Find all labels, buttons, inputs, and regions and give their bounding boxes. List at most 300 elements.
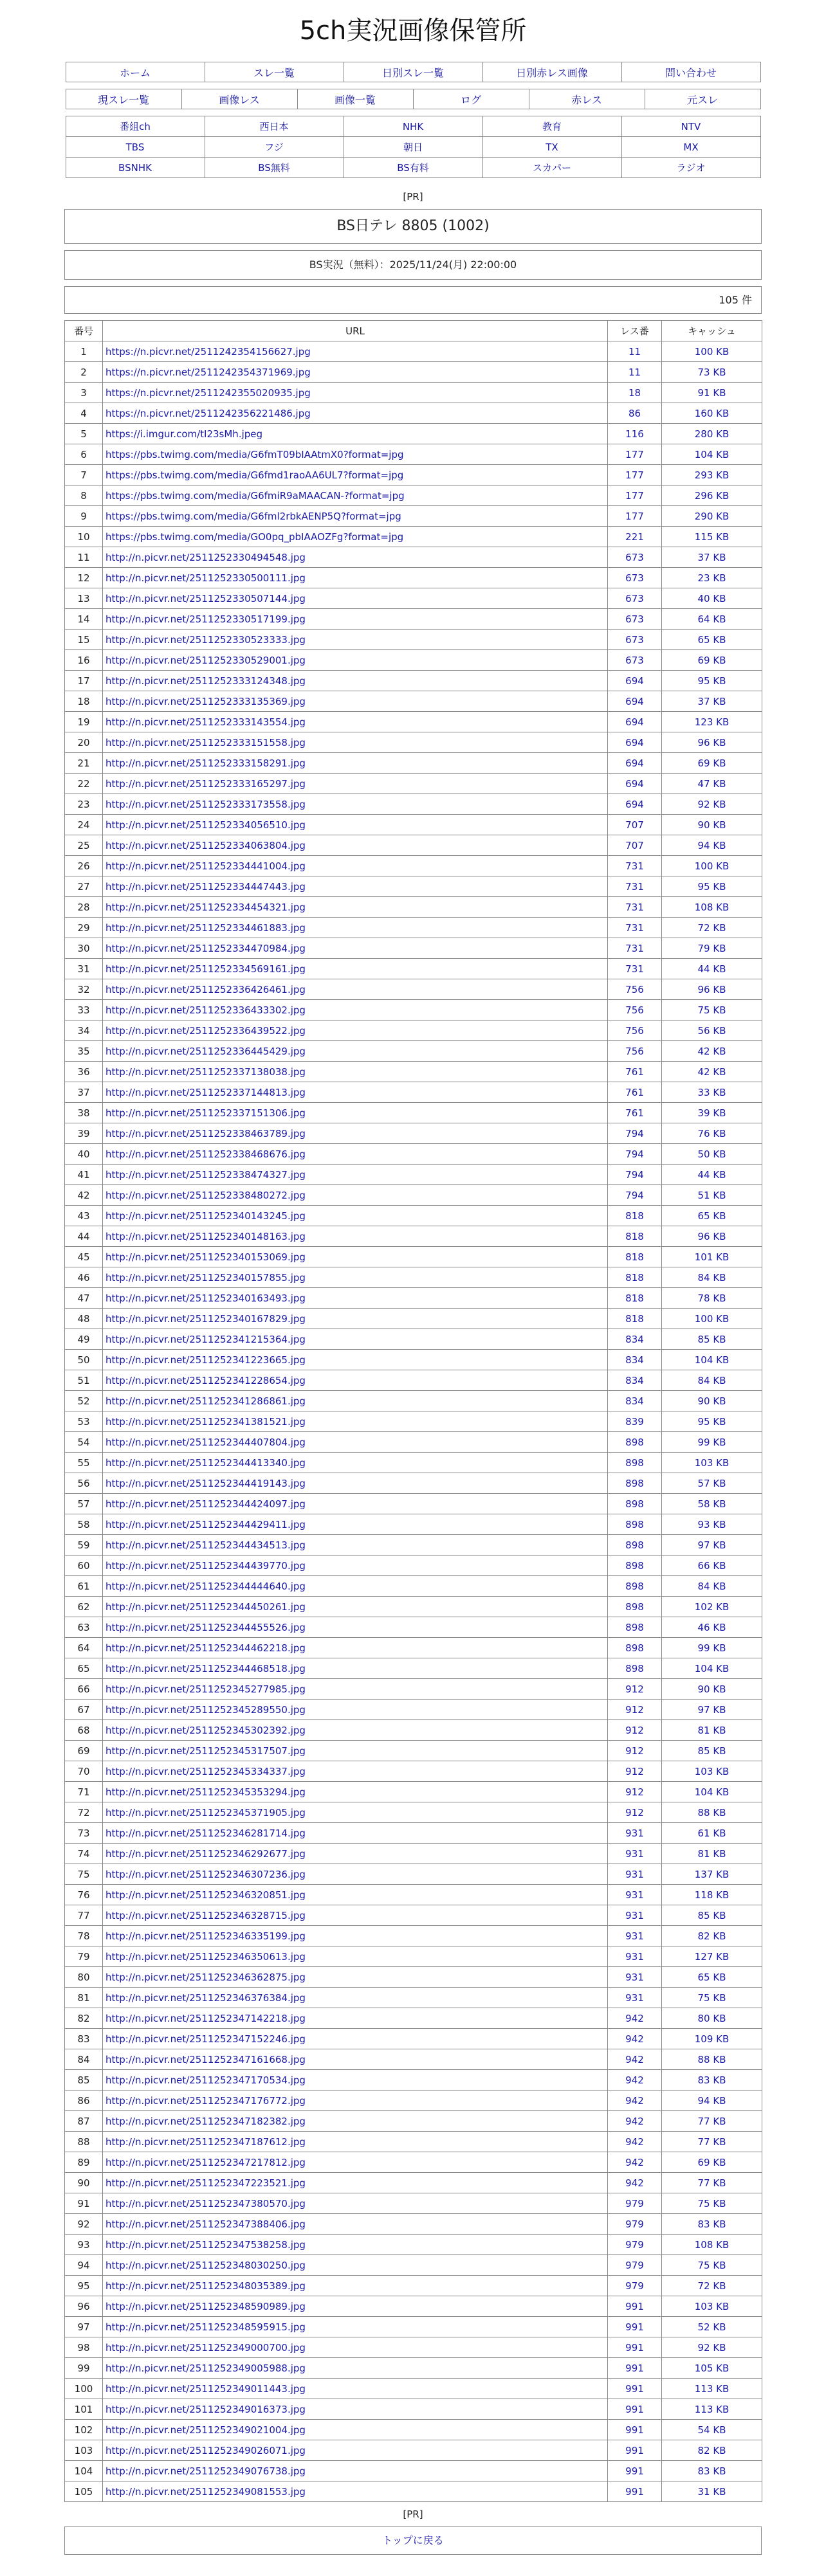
- res-number-link[interactable]: 912: [608, 1761, 662, 1782]
- image-url-link[interactable]: http://n.picvr.net/2511252346350613.jpg: [103, 1946, 608, 1967]
- res-number-link[interactable]: 898: [608, 1597, 662, 1617]
- image-url-link[interactable]: http://n.picvr.net/2511252334569161.jpg: [103, 959, 608, 979]
- image-url-link[interactable]: http://n.picvr.net/2511252348030250.jpg: [103, 2255, 608, 2276]
- res-number-link[interactable]: 673: [608, 588, 662, 609]
- nav-link[interactable]: ホーム: [66, 62, 205, 82]
- channel-link[interactable]: フジ: [205, 137, 344, 158]
- image-url-link[interactable]: http://n.picvr.net/2511252348590989.jpg: [103, 2296, 608, 2317]
- channel-link[interactable]: BS有料: [344, 158, 482, 178]
- res-number-link[interactable]: 818: [608, 1267, 662, 1288]
- cache-link[interactable]: 56 KB: [662, 1020, 762, 1041]
- cache-link[interactable]: 88 KB: [662, 1802, 762, 1823]
- image-url-link[interactable]: http://n.picvr.net/2511252349076738.jpg: [103, 2461, 608, 2481]
- cache-link[interactable]: 66 KB: [662, 1556, 762, 1576]
- res-number-link[interactable]: 898: [608, 1658, 662, 1679]
- cache-link[interactable]: 280 KB: [662, 424, 762, 444]
- res-number-link[interactable]: 694: [608, 794, 662, 815]
- image-url-link[interactable]: http://n.picvr.net/2511252341228654.jpg: [103, 1370, 608, 1391]
- channel-link[interactable]: TX: [482, 137, 621, 158]
- image-url-link[interactable]: http://n.picvr.net/2511252345289550.jpg: [103, 1700, 608, 1720]
- image-url-link[interactable]: http://n.picvr.net/2511252333135369.jpg: [103, 691, 608, 712]
- image-url-link[interactable]: http://n.picvr.net/2511252344407804.jpg: [103, 1432, 608, 1453]
- cache-link[interactable]: 82 KB: [662, 2440, 762, 2461]
- res-number-link[interactable]: 731: [608, 876, 662, 897]
- res-number-link[interactable]: 979: [608, 2214, 662, 2235]
- cache-link[interactable]: 75 KB: [662, 2255, 762, 2276]
- cache-link[interactable]: 84 KB: [662, 1370, 762, 1391]
- subnav-link[interactable]: 赤レス: [529, 89, 645, 109]
- res-number-link[interactable]: 931: [608, 1946, 662, 1967]
- cache-link[interactable]: 65 KB: [662, 630, 762, 650]
- cache-link[interactable]: 85 KB: [662, 1905, 762, 1926]
- nav-link[interactable]: 日別スレ一覧: [344, 62, 482, 82]
- res-number-link[interactable]: 11: [608, 362, 662, 383]
- cache-link[interactable]: 290 KB: [662, 506, 762, 527]
- res-number-link[interactable]: 694: [608, 774, 662, 794]
- image-url-link[interactable]: http://n.picvr.net/2511252341223665.jpg: [103, 1350, 608, 1370]
- res-number-link[interactable]: 834: [608, 1370, 662, 1391]
- image-url-link[interactable]: http://n.picvr.net/2511252348035389.jpg: [103, 2276, 608, 2296]
- res-number-link[interactable]: 794: [608, 1123, 662, 1144]
- res-number-link[interactable]: 694: [608, 712, 662, 732]
- image-url-link[interactable]: https://n.picvr.net/2511242355020935.jpg: [103, 383, 608, 403]
- cache-link[interactable]: 103 KB: [662, 2296, 762, 2317]
- res-number-link[interactable]: 979: [608, 2255, 662, 2276]
- cache-link[interactable]: 90 KB: [662, 1391, 762, 1411]
- cache-link[interactable]: 118 KB: [662, 1885, 762, 1905]
- channel-link[interactable]: BSNHK: [66, 158, 205, 178]
- cache-link[interactable]: 160 KB: [662, 403, 762, 424]
- image-url-link[interactable]: http://n.picvr.net/2511252349011443.jpg: [103, 2379, 608, 2399]
- res-number-link[interactable]: 707: [608, 815, 662, 835]
- image-url-link[interactable]: https://pbs.twimg.com/media/G6fml2rbkAENP5Q?format=jpg: [103, 506, 608, 527]
- res-number-link[interactable]: 673: [608, 547, 662, 568]
- res-number-link[interactable]: 942: [608, 2173, 662, 2193]
- cache-link[interactable]: 64 KB: [662, 609, 762, 630]
- image-url-link[interactable]: http://n.picvr.net/2511252341215364.jpg: [103, 1329, 608, 1350]
- cache-link[interactable]: 46 KB: [662, 1617, 762, 1638]
- cache-link[interactable]: 42 KB: [662, 1041, 762, 1062]
- cache-link[interactable]: 99 KB: [662, 1432, 762, 1453]
- image-url-link[interactable]: http://n.picvr.net/2511252347182382.jpg: [103, 2111, 608, 2132]
- image-url-link[interactable]: http://n.picvr.net/2511252344429411.jpg: [103, 1514, 608, 1535]
- image-url-link[interactable]: https://n.picvr.net/2511242356221486.jpg: [103, 403, 608, 424]
- image-url-link[interactable]: https://pbs.twimg.com/media/G6fmiR9aMAACAN-?format=jpg: [103, 485, 608, 506]
- res-number-link[interactable]: 11: [608, 341, 662, 362]
- cache-link[interactable]: 123 KB: [662, 712, 762, 732]
- image-url-link[interactable]: http://n.picvr.net/2511252345334337.jpg: [103, 1761, 608, 1782]
- res-number-link[interactable]: 694: [608, 753, 662, 774]
- cache-link[interactable]: 65 KB: [662, 1967, 762, 1988]
- image-url-link[interactable]: http://n.picvr.net/2511252345317507.jpg: [103, 1741, 608, 1761]
- image-url-link[interactable]: http://n.picvr.net/2511252347152246.jpg: [103, 2029, 608, 2049]
- image-url-link[interactable]: http://n.picvr.net/2511252346292677.jpg: [103, 1844, 608, 1864]
- image-url-link[interactable]: http://n.picvr.net/2511252344468518.jpg: [103, 1658, 608, 1679]
- cache-link[interactable]: 96 KB: [662, 1226, 762, 1247]
- image-url-link[interactable]: http://n.picvr.net/2511252347380570.jpg: [103, 2193, 608, 2214]
- cache-link[interactable]: 39 KB: [662, 1103, 762, 1123]
- image-url-link[interactable]: http://n.picvr.net/2511252338474327.jpg: [103, 1165, 608, 1185]
- res-number-link[interactable]: 942: [608, 2070, 662, 2091]
- cache-link[interactable]: 103 KB: [662, 1453, 762, 1473]
- cache-link[interactable]: 47 KB: [662, 774, 762, 794]
- subnav-link[interactable]: 画像一覧: [297, 89, 413, 109]
- channel-link[interactable]: NTV: [621, 116, 760, 137]
- image-url-link[interactable]: http://n.picvr.net/2511252344413340.jpg: [103, 1453, 608, 1473]
- image-url-link[interactable]: http://n.picvr.net/2511252330494548.jpg: [103, 547, 608, 568]
- channel-link[interactable]: MX: [621, 137, 760, 158]
- res-number-link[interactable]: 931: [608, 1885, 662, 1905]
- subnav-link[interactable]: ログ: [413, 89, 529, 109]
- image-url-link[interactable]: http://n.picvr.net/2511252345353294.jpg: [103, 1782, 608, 1802]
- cache-link[interactable]: 33 KB: [662, 1082, 762, 1103]
- res-number-link[interactable]: 731: [608, 959, 662, 979]
- image-url-link[interactable]: http://n.picvr.net/2511252349021004.jpg: [103, 2420, 608, 2440]
- cache-link[interactable]: 109 KB: [662, 2029, 762, 2049]
- cache-link[interactable]: 72 KB: [662, 918, 762, 938]
- image-url-link[interactable]: http://n.picvr.net/2511252334056510.jpg: [103, 815, 608, 835]
- cache-link[interactable]: 96 KB: [662, 979, 762, 1000]
- cache-link[interactable]: 44 KB: [662, 1165, 762, 1185]
- res-number-link[interactable]: 794: [608, 1144, 662, 1165]
- res-number-link[interactable]: 898: [608, 1514, 662, 1535]
- res-number-link[interactable]: 979: [608, 2276, 662, 2296]
- image-url-link[interactable]: http://n.picvr.net/2511252337144813.jpg: [103, 1082, 608, 1103]
- channel-link[interactable]: 番組ch: [66, 116, 205, 137]
- cache-link[interactable]: 104 KB: [662, 444, 762, 465]
- cache-link[interactable]: 58 KB: [662, 1494, 762, 1514]
- image-url-link[interactable]: http://n.picvr.net/2511252347161668.jpg: [103, 2049, 608, 2070]
- res-number-link[interactable]: 834: [608, 1350, 662, 1370]
- image-url-link[interactable]: http://n.picvr.net/2511252336426461.jpg: [103, 979, 608, 1000]
- image-url-link[interactable]: http://n.picvr.net/2511252344434513.jpg: [103, 1535, 608, 1556]
- res-number-link[interactable]: 761: [608, 1103, 662, 1123]
- res-number-link[interactable]: 931: [608, 1988, 662, 2008]
- cache-link[interactable]: 37 KB: [662, 547, 762, 568]
- subnav-link[interactable]: 現スレ一覧: [66, 89, 181, 109]
- image-url-link[interactable]: http://n.picvr.net/2511252334454321.jpg: [103, 897, 608, 918]
- cache-link[interactable]: 85 KB: [662, 1329, 762, 1350]
- channel-link[interactable]: NHK: [344, 116, 482, 137]
- res-number-link[interactable]: 942: [608, 2132, 662, 2152]
- cache-link[interactable]: 76 KB: [662, 1123, 762, 1144]
- res-number-link[interactable]: 818: [608, 1288, 662, 1309]
- cache-link[interactable]: 84 KB: [662, 1267, 762, 1288]
- res-number-link[interactable]: 818: [608, 1247, 662, 1267]
- cache-link[interactable]: 23 KB: [662, 568, 762, 588]
- cache-link[interactable]: 83 KB: [662, 2070, 762, 2091]
- res-number-link[interactable]: 177: [608, 465, 662, 485]
- channel-link[interactable]: 教育: [482, 116, 621, 137]
- cache-link[interactable]: 99 KB: [662, 1638, 762, 1658]
- cache-link[interactable]: 94 KB: [662, 2091, 762, 2111]
- cache-link[interactable]: 102 KB: [662, 1597, 762, 1617]
- res-number-link[interactable]: 794: [608, 1185, 662, 1206]
- image-url-link[interactable]: https://pbs.twimg.com/media/G6fmT09bIAAtmX0?format=jpg: [103, 444, 608, 465]
- image-url-link[interactable]: https://i.imgur.com/tI23sMh.jpeg: [103, 424, 608, 444]
- res-number-link[interactable]: 694: [608, 732, 662, 753]
- res-number-link[interactable]: 931: [608, 1967, 662, 1988]
- cache-link[interactable]: 50 KB: [662, 1144, 762, 1165]
- image-url-link[interactable]: http://n.picvr.net/2511252340167829.jpg: [103, 1309, 608, 1329]
- res-number-link[interactable]: 931: [608, 1844, 662, 1864]
- cache-link[interactable]: 100 KB: [662, 341, 762, 362]
- nav-link[interactable]: スレ一覧: [205, 62, 344, 82]
- cache-link[interactable]: 108 KB: [662, 2235, 762, 2255]
- res-number-link[interactable]: 898: [608, 1535, 662, 1556]
- cache-link[interactable]: 108 KB: [662, 897, 762, 918]
- channel-link[interactable]: 朝日: [344, 137, 482, 158]
- image-url-link[interactable]: http://n.picvr.net/2511252347217812.jpg: [103, 2152, 608, 2173]
- res-number-link[interactable]: 756: [608, 1000, 662, 1020]
- res-number-link[interactable]: 931: [608, 1926, 662, 1946]
- image-url-link[interactable]: http://n.picvr.net/2511252338463789.jpg: [103, 1123, 608, 1144]
- image-url-link[interactable]: http://n.picvr.net/2511252333143554.jpg: [103, 712, 608, 732]
- cache-link[interactable]: 77 KB: [662, 2173, 762, 2193]
- cache-link[interactable]: 296 KB: [662, 485, 762, 506]
- image-url-link[interactable]: https://n.picvr.net/2511242354371969.jpg: [103, 362, 608, 383]
- image-url-link[interactable]: http://n.picvr.net/2511252346376384.jpg: [103, 1988, 608, 2008]
- channel-link[interactable]: スカパー: [482, 158, 621, 178]
- res-number-link[interactable]: 834: [608, 1391, 662, 1411]
- image-url-link[interactable]: http://n.picvr.net/2511252340163493.jpg: [103, 1288, 608, 1309]
- image-url-link[interactable]: http://n.picvr.net/2511252346335199.jpg: [103, 1926, 608, 1946]
- res-number-link[interactable]: 731: [608, 897, 662, 918]
- res-number-link[interactable]: 818: [608, 1226, 662, 1247]
- res-number-link[interactable]: 694: [608, 691, 662, 712]
- image-url-link[interactable]: http://n.picvr.net/2511252336439522.jpg: [103, 1020, 608, 1041]
- image-url-link[interactable]: http://n.picvr.net/2511252330500111.jpg: [103, 568, 608, 588]
- res-number-link[interactable]: 912: [608, 1741, 662, 1761]
- res-number-link[interactable]: 673: [608, 568, 662, 588]
- image-url-link[interactable]: http://n.picvr.net/2511252347223521.jpg: [103, 2173, 608, 2193]
- image-url-link[interactable]: http://n.picvr.net/2511252344419143.jpg: [103, 1473, 608, 1494]
- image-url-link[interactable]: http://n.picvr.net/2511252349081553.jpg: [103, 2481, 608, 2502]
- image-url-link[interactable]: http://n.picvr.net/2511252347170534.jpg: [103, 2070, 608, 2091]
- image-url-link[interactable]: http://n.picvr.net/2511252346320851.jpg: [103, 1885, 608, 1905]
- image-url-link[interactable]: http://n.picvr.net/2511252344455526.jpg: [103, 1617, 608, 1638]
- cache-link[interactable]: 104 KB: [662, 1658, 762, 1679]
- res-number-link[interactable]: 694: [608, 671, 662, 691]
- cache-link[interactable]: 94 KB: [662, 835, 762, 856]
- cache-link[interactable]: 61 KB: [662, 1823, 762, 1844]
- channel-link[interactable]: BS無料: [205, 158, 344, 178]
- res-number-link[interactable]: 177: [608, 485, 662, 506]
- cache-link[interactable]: 88 KB: [662, 2049, 762, 2070]
- image-url-link[interactable]: http://n.picvr.net/2511252333158291.jpg: [103, 753, 608, 774]
- image-url-link[interactable]: http://n.picvr.net/2511252344450261.jpg: [103, 1597, 608, 1617]
- res-number-link[interactable]: 991: [608, 2461, 662, 2481]
- res-number-link[interactable]: 731: [608, 938, 662, 959]
- nav-link[interactable]: 日別赤レス画像: [482, 62, 621, 82]
- cache-link[interactable]: 93 KB: [662, 1514, 762, 1535]
- res-number-link[interactable]: 898: [608, 1638, 662, 1658]
- image-url-link[interactable]: http://n.picvr.net/2511252349000700.jpg: [103, 2337, 608, 2358]
- cache-link[interactable]: 75 KB: [662, 1000, 762, 1020]
- res-number-link[interactable]: 991: [608, 2379, 662, 2399]
- image-url-link[interactable]: http://n.picvr.net/2511252333173558.jpg: [103, 794, 608, 815]
- nav-link[interactable]: 問い合わせ: [621, 62, 760, 82]
- res-number-link[interactable]: 898: [608, 1453, 662, 1473]
- image-url-link[interactable]: http://n.picvr.net/2511252334441004.jpg: [103, 856, 608, 876]
- subnav-link[interactable]: 画像レス: [181, 89, 297, 109]
- image-url-link[interactable]: http://n.picvr.net/2511252347176772.jpg: [103, 2091, 608, 2111]
- cache-link[interactable]: 113 KB: [662, 2379, 762, 2399]
- cache-link[interactable]: 100 KB: [662, 1309, 762, 1329]
- res-number-link[interactable]: 818: [608, 1309, 662, 1329]
- cache-link[interactable]: 42 KB: [662, 1062, 762, 1082]
- cache-link[interactable]: 69 KB: [662, 753, 762, 774]
- image-url-link[interactable]: http://n.picvr.net/2511252334461883.jpg: [103, 918, 608, 938]
- res-number-link[interactable]: 931: [608, 1864, 662, 1885]
- res-number-link[interactable]: 991: [608, 2440, 662, 2461]
- res-number-link[interactable]: 979: [608, 2235, 662, 2255]
- res-number-link[interactable]: 898: [608, 1556, 662, 1576]
- cache-link[interactable]: 54 KB: [662, 2420, 762, 2440]
- image-url-link[interactable]: http://n.picvr.net/2511252347142218.jpg: [103, 2008, 608, 2029]
- res-number-link[interactable]: 756: [608, 1020, 662, 1041]
- image-url-link[interactable]: http://n.picvr.net/2511252340157855.jpg: [103, 1267, 608, 1288]
- res-number-link[interactable]: 756: [608, 979, 662, 1000]
- cache-link[interactable]: 82 KB: [662, 1926, 762, 1946]
- res-number-link[interactable]: 912: [608, 1700, 662, 1720]
- image-url-link[interactable]: http://n.picvr.net/2511252337151306.jpg: [103, 1103, 608, 1123]
- image-url-link[interactable]: http://n.picvr.net/2511252338480272.jpg: [103, 1185, 608, 1206]
- image-url-link[interactable]: http://n.picvr.net/2511252338468676.jpg: [103, 1144, 608, 1165]
- cache-link[interactable]: 81 KB: [662, 1844, 762, 1864]
- res-number-link[interactable]: 673: [608, 650, 662, 671]
- image-url-link[interactable]: http://n.picvr.net/2511252336445429.jpg: [103, 1041, 608, 1062]
- cache-link[interactable]: 79 KB: [662, 938, 762, 959]
- image-url-link[interactable]: http://n.picvr.net/2511252340148163.jpg: [103, 1226, 608, 1247]
- res-number-link[interactable]: 818: [608, 1206, 662, 1226]
- cache-link[interactable]: 83 KB: [662, 2461, 762, 2481]
- cache-link[interactable]: 113 KB: [662, 2399, 762, 2420]
- res-number-link[interactable]: 931: [608, 1905, 662, 1926]
- res-number-link[interactable]: 673: [608, 630, 662, 650]
- image-url-link[interactable]: http://n.picvr.net/2511252345277985.jpg: [103, 1679, 608, 1700]
- image-url-link[interactable]: http://n.picvr.net/2511252344439770.jpg: [103, 1556, 608, 1576]
- cache-link[interactable]: 57 KB: [662, 1473, 762, 1494]
- cache-link[interactable]: 103 KB: [662, 1761, 762, 1782]
- res-number-link[interactable]: 942: [608, 2111, 662, 2132]
- image-url-link[interactable]: http://n.picvr.net/2511252340143245.jpg: [103, 1206, 608, 1226]
- image-url-link[interactable]: http://n.picvr.net/2511252344444640.jpg: [103, 1576, 608, 1597]
- res-number-link[interactable]: 912: [608, 1720, 662, 1741]
- image-url-link[interactable]: http://n.picvr.net/2511252344424097.jpg: [103, 1494, 608, 1514]
- image-url-link[interactable]: http://n.picvr.net/2511252345371905.jpg: [103, 1802, 608, 1823]
- cache-link[interactable]: 77 KB: [662, 2132, 762, 2152]
- res-number-link[interactable]: 839: [608, 1411, 662, 1432]
- res-number-link[interactable]: 177: [608, 444, 662, 465]
- image-url-link[interactable]: http://n.picvr.net/2511252347187612.jpg: [103, 2132, 608, 2152]
- res-number-link[interactable]: 991: [608, 2337, 662, 2358]
- res-number-link[interactable]: 991: [608, 2420, 662, 2440]
- res-number-link[interactable]: 942: [608, 2029, 662, 2049]
- res-number-link[interactable]: 942: [608, 2152, 662, 2173]
- image-url-link[interactable]: http://n.picvr.net/2511252337138038.jpg: [103, 1062, 608, 1082]
- image-url-link[interactable]: http://n.picvr.net/2511252334470984.jpg: [103, 938, 608, 959]
- res-number-link[interactable]: 991: [608, 2296, 662, 2317]
- image-url-link[interactable]: http://n.picvr.net/2511252345302392.jpg: [103, 1720, 608, 1741]
- channel-link[interactable]: ラジオ: [621, 158, 760, 178]
- res-number-link[interactable]: 942: [608, 2008, 662, 2029]
- res-number-link[interactable]: 898: [608, 1576, 662, 1597]
- image-url-link[interactable]: http://n.picvr.net/2511252333124348.jpg: [103, 671, 608, 691]
- image-url-link[interactable]: https://pbs.twimg.com/media/GO0pq_pbIAAOZFg?format=jpg: [103, 527, 608, 547]
- res-number-link[interactable]: 18: [608, 383, 662, 403]
- image-url-link[interactable]: http://n.picvr.net/2511252346307236.jpg: [103, 1864, 608, 1885]
- cache-link[interactable]: 97 KB: [662, 1700, 762, 1720]
- image-url-link[interactable]: http://n.picvr.net/2511252347388406.jpg: [103, 2214, 608, 2235]
- image-url-link[interactable]: http://n.picvr.net/2511252333165297.jpg: [103, 774, 608, 794]
- channel-link[interactable]: TBS: [66, 137, 205, 158]
- cache-link[interactable]: 69 KB: [662, 2152, 762, 2173]
- res-number-link[interactable]: 834: [608, 1329, 662, 1350]
- cache-link[interactable]: 95 KB: [662, 1411, 762, 1432]
- cache-link[interactable]: 52 KB: [662, 2317, 762, 2337]
- cache-link[interactable]: 77 KB: [662, 2111, 762, 2132]
- cache-link[interactable]: 84 KB: [662, 1576, 762, 1597]
- res-number-link[interactable]: 673: [608, 609, 662, 630]
- cache-link[interactable]: 90 KB: [662, 815, 762, 835]
- cache-link[interactable]: 65 KB: [662, 1206, 762, 1226]
- res-number-link[interactable]: 898: [608, 1473, 662, 1494]
- cache-link[interactable]: 115 KB: [662, 527, 762, 547]
- image-url-link[interactable]: https://pbs.twimg.com/media/G6fmd1raoAA6UL7?format=jpg: [103, 465, 608, 485]
- cache-link[interactable]: 137 KB: [662, 1864, 762, 1885]
- cache-link[interactable]: 104 KB: [662, 1350, 762, 1370]
- image-url-link[interactable]: http://n.picvr.net/2511252330517199.jpg: [103, 609, 608, 630]
- res-number-link[interactable]: 912: [608, 1802, 662, 1823]
- res-number-link[interactable]: 731: [608, 856, 662, 876]
- image-url-link[interactable]: https://n.picvr.net/2511242354156627.jpg: [103, 341, 608, 362]
- res-number-link[interactable]: 991: [608, 2317, 662, 2337]
- cache-link[interactable]: 105 KB: [662, 2358, 762, 2379]
- cache-link[interactable]: 92 KB: [662, 794, 762, 815]
- res-number-link[interactable]: 931: [608, 1823, 662, 1844]
- res-number-link[interactable]: 898: [608, 1494, 662, 1514]
- subnav-link[interactable]: 元スレ: [645, 89, 760, 109]
- cache-link[interactable]: 78 KB: [662, 1288, 762, 1309]
- cache-link[interactable]: 69 KB: [662, 650, 762, 671]
- res-number-link[interactable]: 991: [608, 2358, 662, 2379]
- res-number-link[interactable]: 898: [608, 1617, 662, 1638]
- res-number-link[interactable]: 116: [608, 424, 662, 444]
- cache-link[interactable]: 51 KB: [662, 1185, 762, 1206]
- image-url-link[interactable]: http://n.picvr.net/2511252334447443.jpg: [103, 876, 608, 897]
- res-number-link[interactable]: 912: [608, 1679, 662, 1700]
- cache-link[interactable]: 85 KB: [662, 1741, 762, 1761]
- image-url-link[interactable]: http://n.picvr.net/2511252340153069.jpg: [103, 1247, 608, 1267]
- cache-link[interactable]: 73 KB: [662, 362, 762, 383]
- res-number-link[interactable]: 991: [608, 2481, 662, 2502]
- back-to-top-link[interactable]: トップに戻る: [64, 2526, 762, 2555]
- res-number-link[interactable]: 761: [608, 1082, 662, 1103]
- cache-link[interactable]: 91 KB: [662, 383, 762, 403]
- res-number-link[interactable]: 731: [608, 918, 662, 938]
- cache-link[interactable]: 104 KB: [662, 1782, 762, 1802]
- res-number-link[interactable]: 707: [608, 835, 662, 856]
- cache-link[interactable]: 81 KB: [662, 1720, 762, 1741]
- cache-link[interactable]: 92 KB: [662, 2337, 762, 2358]
- image-url-link[interactable]: http://n.picvr.net/2511252346362875.jpg: [103, 1967, 608, 1988]
- channel-link[interactable]: 西日本: [205, 116, 344, 137]
- res-number-link[interactable]: 756: [608, 1041, 662, 1062]
- cache-link[interactable]: 100 KB: [662, 856, 762, 876]
- res-number-link[interactable]: 979: [608, 2193, 662, 2214]
- image-url-link[interactable]: http://n.picvr.net/2511252346281714.jpg: [103, 1823, 608, 1844]
